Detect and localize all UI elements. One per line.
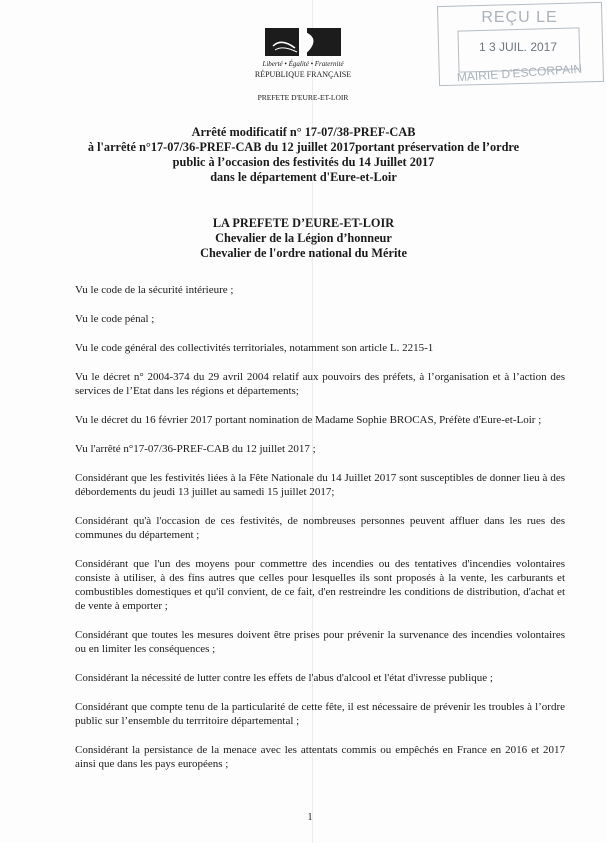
paragraph: Considérant que l'un des moyens pour commettre des incendies ou des tentatives d'incendies volontaires consiste à utiliser, à des fins autres que celles pour lesquelles ils sont proposés à la vente, les carburants et combustibles domestiques et qu'il convient, de ce fait, d'en restreindre les conditions de distribution, d'achat et de vente à emporter ; xyxy=(75,558,565,612)
authority-line: LA PREFETE D’EURE-ET-LOIR xyxy=(212,216,395,230)
paragraph: Considérant que les festivités liées à la Fête Nationale du 14 Juillet 2017 sont susceptibles de donner lieu à des débordements du jeudi 13 juillet au samedi 15 juillet 2017; xyxy=(75,472,565,498)
stamp-label: REÇU LE xyxy=(481,9,558,26)
paragraph: Considérant que compte tenu de la particularité de cette fête, il est nécessaire de prévenir les troubles à l’ordre public sur l’ensemble du terrritoire départemental ; xyxy=(75,701,565,727)
stamp-date: 1 3 JUIL. 2017 xyxy=(478,40,558,54)
paragraph: Vu le code de la sécurité intérieure ; xyxy=(75,284,234,296)
received-stamp xyxy=(438,4,605,86)
paragraph: Considérant qu'à l'occasion de ces festivités, de nombreuses personnes peuvent affluer dans les rues des communes du département ; xyxy=(75,515,565,541)
authority-line: Chevalier de la Légion d’honneur xyxy=(215,231,392,245)
title-line: public à l’occasion des festivités du 14 Juillet 2017 xyxy=(172,155,435,169)
marianne-logo-icon xyxy=(265,28,341,56)
document-body xyxy=(75,283,565,771)
title-line: Arrêté modificatif n° 17-07/38-PREF-CAB xyxy=(191,125,416,139)
paragraph: Vu le décret n° 2004-374 du 29 avril 2004 relatif aux pouvoirs des préfets, à l’organisation et à l’action des services de l’Etat dans les régions et départements; xyxy=(75,371,565,397)
paragraph: Considérant la nécessité de lutter contre les effets de l'abus d'alcool et l'état d'ivresse publique ; xyxy=(75,672,493,684)
paragraph: Considérant que toutes les mesures doivent être prises pour prévenir la survenance des incendies volontaires ou en limiter les conséquences ; xyxy=(75,629,565,655)
title-line: à l'arrêté n°17-07/36-PREF-CAB du 12 juillet 2017portant préservation de l’ordre xyxy=(87,140,520,154)
stamp-mairie: MAIRIE D'ESCORPAIN xyxy=(456,61,583,85)
paragraph: Vu le code général des collectivités territoriales, notamment son article L. 2215-1 xyxy=(75,342,434,354)
document-title xyxy=(60,125,547,185)
prefecture-name: PREFETE D'EURE-ET-LOIR xyxy=(257,93,349,102)
title-line: dans le département d'Eure-et-Loir xyxy=(210,170,397,184)
paragraph: Vu le code pénal ; xyxy=(75,313,155,325)
authority-block xyxy=(60,216,547,261)
paragraph: Vu le décret du 16 février 2017 portant nomination de Madame Sophie BROCAS, Préfète d'Eure-et-Loir ; xyxy=(75,414,542,426)
republic-name: RÉPUBLIQUE FRANÇAISE xyxy=(254,70,352,79)
paragraph: Considérant la persistance de la menace avec les attentats commis ou empêchés en France en 2016 et 2017 ainsi que dans les pays européens ; xyxy=(75,744,565,770)
page-number: 1 xyxy=(307,812,313,823)
paragraph: Vu l'arrêté n°17-07/36-PREF-CAB du 12 juillet 2017 ; xyxy=(75,443,316,455)
republic-motto: Liberté • Égalité • Fraternité xyxy=(262,60,344,68)
authority-line: Chevalier de l'ordre national du Mérite xyxy=(200,246,407,260)
